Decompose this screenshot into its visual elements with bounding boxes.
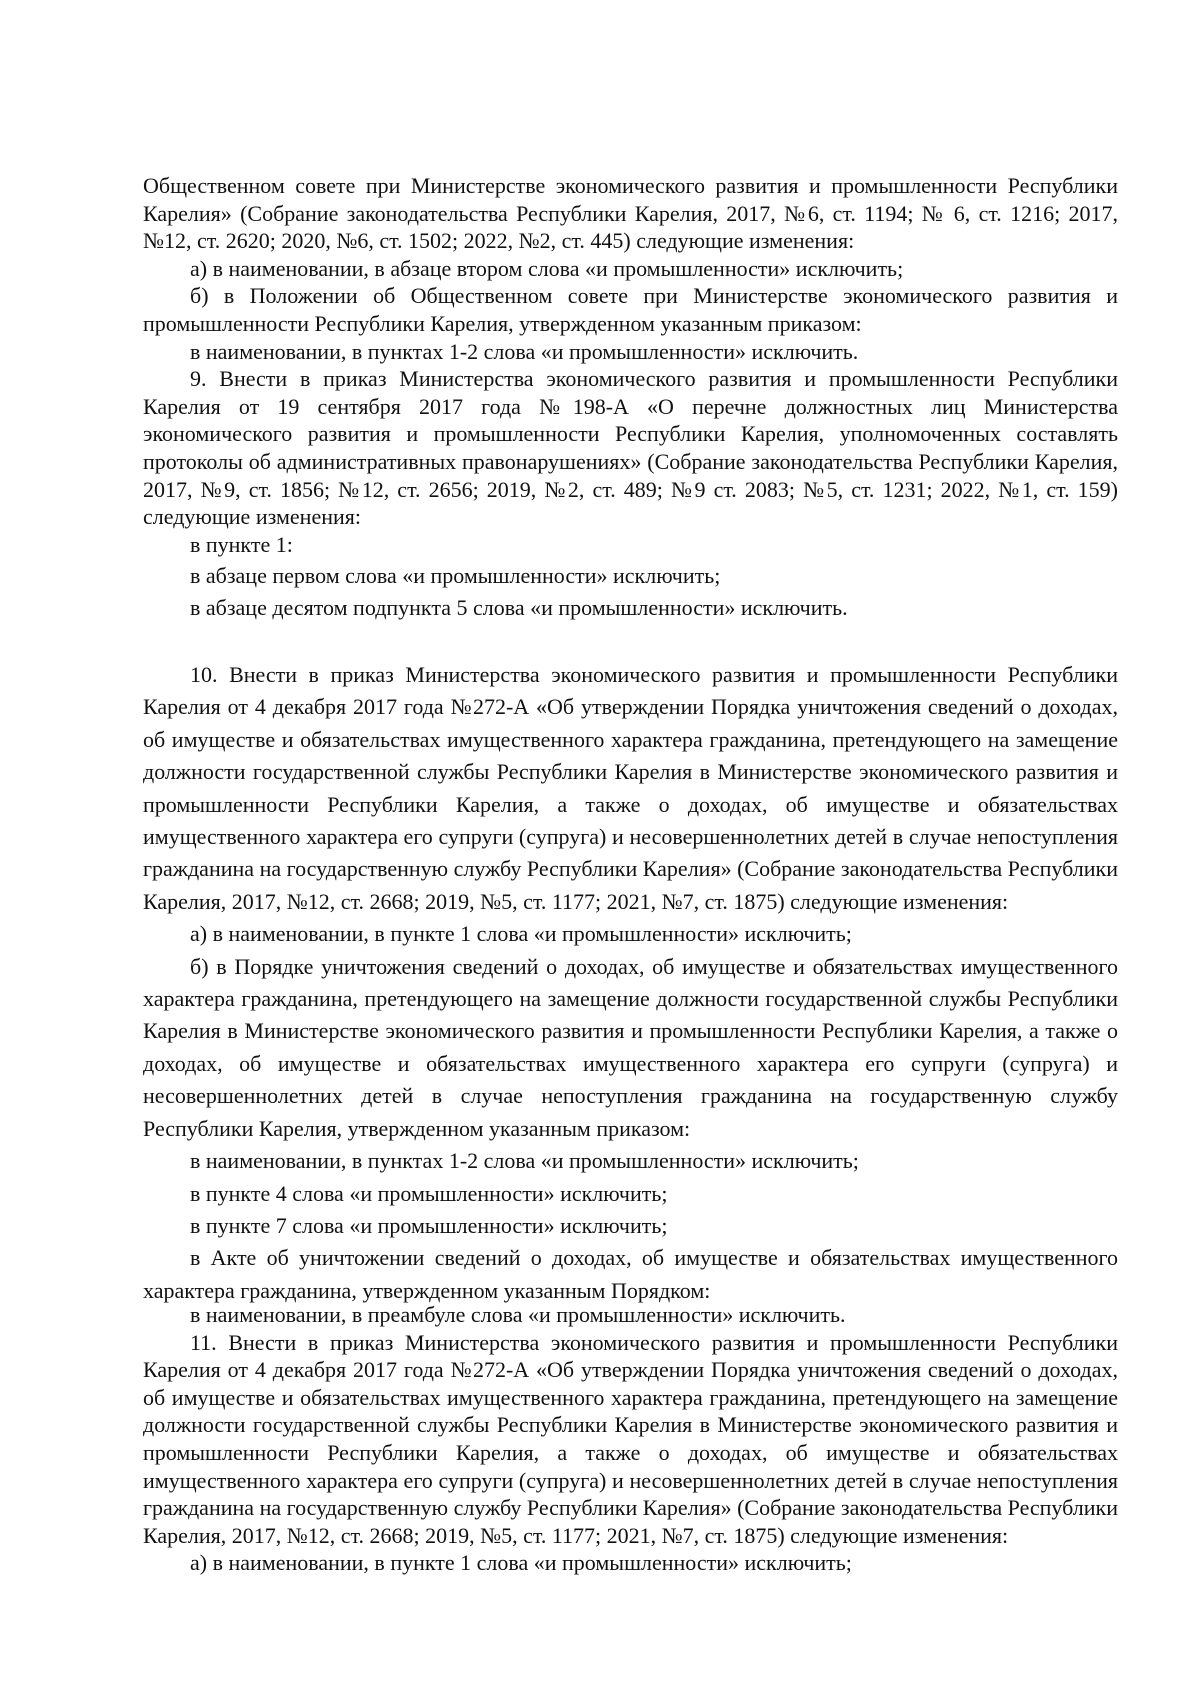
paragraph-8b-item: в наименовании, в пунктах 1-2 слова «и промышленности» исключить. — [190, 338, 859, 364]
paragraph-9: 9. Внести в приказ Министерства экономического развития и промышленности Республики Карелия от 19 сентября 2017 года №198-А «О перечне должностных лиц Министерства экономического развития и промышленности Республики Карелия, уполномоченных составлять протоколы об административных правонарушениях» (Собрание законодательства Республики Карелия, 2017, №9, ст. 1856; №12, ст. 2656; 2019, №2, ст. 489; №9 ст. 2083; №5, ст. 1231; 2022, №1, ст. 159) следующие изменения: — [143, 366, 1118, 530]
paragraph-10a: а) в наименовании, в пункте 1 слова «и промышленности» исключить; — [190, 921, 852, 947]
paragraph-9-item-2: в абзаце десятом подпункта 5 слова «и промышленности» исключить. — [190, 594, 848, 620]
text-block-3 — [143, 1301, 1118, 1577]
paragraph-10b: б) в Порядке уничтожения сведений о доходах, об имуществе и обязательствах имущественного характера гражданина, претендующего на замещение должности государственной службы Республики Карелия в Министерстве экономического развития и промышленности Республики Карелия, а также о доходах, об имуществе и обязательствах имущественного характера его супруги (супруга) и несовершеннолетних детей в случае непоступления гражданина на государственную службу Республики Карелия, утвержденном указанным приказом: — [143, 953, 1118, 1141]
text-block-2 — [143, 659, 1118, 1307]
paragraph-10: 10. Внести в приказ Министерства экономического развития и промышленности Республики Карелия от 4 декабря 2017 года №272-А «Об утверждении Порядка уничтожения сведений о доходах, об имуществе и обязательствах имущественного характера гражданина, претендующего на замещение должности государственной службы Республики Карелия в Министерстве экономического развития и промышленности Республики Карелия, а также о доходах, об имуществе и обязательствах имущественного характера его супруги (супруга) и несовершеннолетних детей в случае непоступления гражданина на государственную службу Республики Карелия» (Собрание законодательства Республики Карелия, 2017, №12, ст. 2668; 2019, №5, ст. 1177; 2021, №7, ст. 1875) следующие изменения: — [143, 662, 1118, 914]
paragraph-10b-act: в Акте об уничтожении сведений о доходах, об имуществе и обязательствах имущественного характера гражданина, утвержденном указанным Порядком: — [143, 1245, 1118, 1303]
paragraph-11: 11. Внести в приказ Министерства экономического развития и промышленности Республики Карелия от 4 декабря 2017 года №272-А «Об утверждении Порядка уничтожения сведений о доходах, об имуществе и обязательствах имущественного характера гражданина, претендующего на замещение должности государственной службы Республики Карелия в Министерстве экономического развития и промышленности Республики Карелия, а также о доходах, об имуществе и обязательствах имущественного характера его супруги (супруга) и несовершеннолетних детей в случае непоступления гражданина на государственную службу Республики Карелия» (Собрание законодательства Республики Карелия, 2017, №12, ст. 2668; 2019, №5, ст. 1177; 2021, №7, ст. 1875) следующие изменения: — [143, 1329, 1118, 1548]
paragraph-9-point-1: в пункте 1: — [190, 531, 293, 557]
text-block-1 — [143, 172, 1118, 622]
paragraph-10b-item-1: в наименовании, в пунктах 1-2 слова «и промышленности» исключить; — [190, 1148, 859, 1174]
paragraph-10b-act-item: в наименовании, в преамбуле слова «и промышленности» исключить. — [190, 1302, 846, 1327]
paragraph-10b-item-3: в пункте 7 слова «и промышленности» исключить; — [190, 1212, 668, 1238]
paragraph-continuation: Общественном совете при Министерстве экономического развития и промышленности Республики Карелия» (Собрание законодательства Республики Карелия, 2017, №6, ст. 1194; № 6, ст. 1216; 2017, №12, ст. 2620; 2020, №6, ст. 1502; 2022, №2, ст. 445) следующие изменения: — [143, 173, 1118, 254]
paragraph-10b-item-2: в пункте 4 слова «и промышленности» исключить; — [190, 1180, 668, 1206]
paragraph-8a: а) в наименовании, в абзаце втором слова «и промышленности» исключить; — [190, 255, 904, 281]
paragraph-8b: б) в Положении об Общественном совете при Министерстве экономического развития и промышленности Республики Карелия, утвержденном указанным приказом: — [143, 283, 1118, 336]
paragraph-11a: а) в наименовании, в пункте 1 слова «и промышленности» исключить; — [190, 1550, 852, 1576]
paragraph-9-item-1: в абзаце первом слова «и промышленности» исключить; — [190, 563, 721, 589]
